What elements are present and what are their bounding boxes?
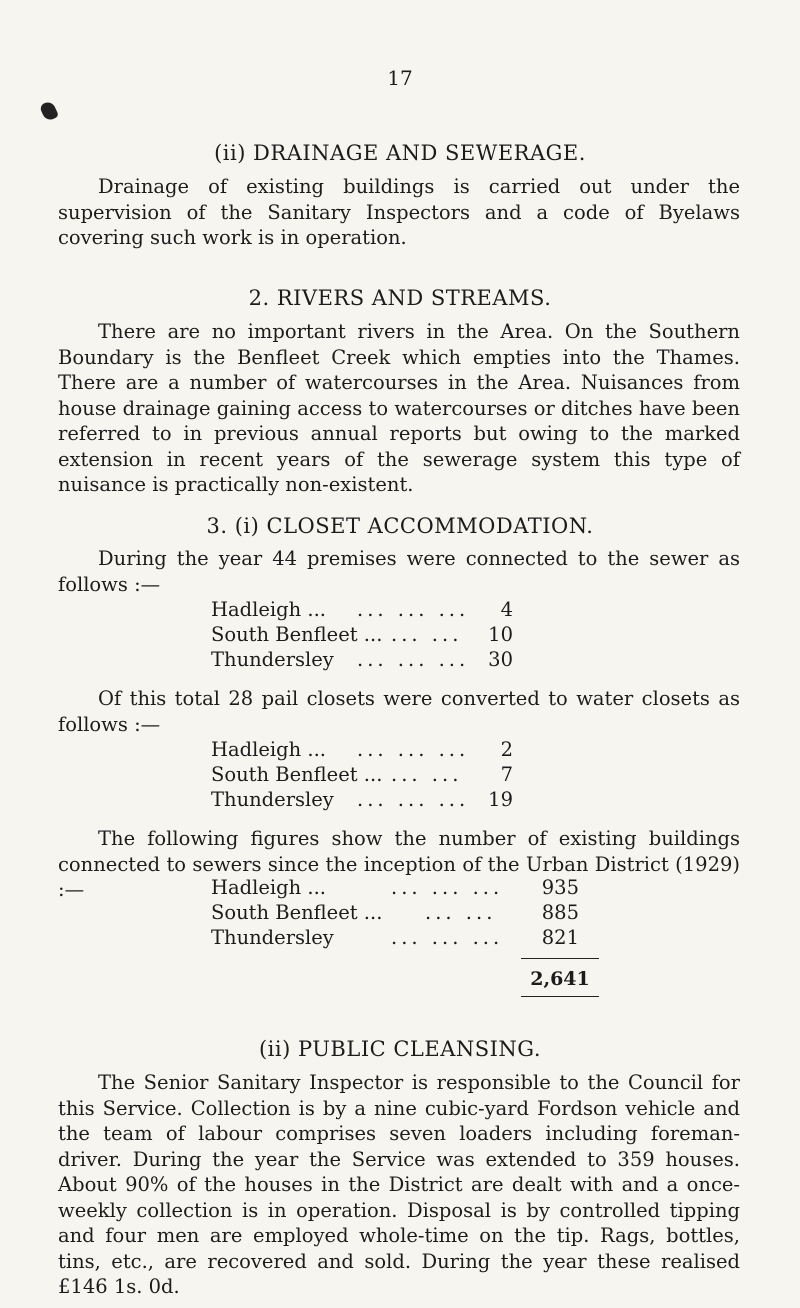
table3-row — [211, 926, 579, 950]
drainage-heading: (ii) DRAINAGE AND SEWERAGE. — [214, 141, 586, 165]
table3-value: 821 — [541, 926, 579, 949]
table2-dots: ... ... ... — [357, 738, 470, 761]
cleansing-paragraph: The Senior Sanitary Inspector is responsible to the Council for this Service. Collection is by a nine cubic-yard Fordson vehicle and the team of labour comprises seven loaders including foreman-driver. During the year the Service was extended to 359 houses. About 90% of the houses in the District are dealt with and a once-weekly collection is in operation. Disposal is by controlled tipping and four men are employed whole-time on the tip. Rags, bottles, tins, etc., are recovered and sold. During the year these realised £146 1s. 0d. — [58, 1071, 740, 1298]
rivers-paragraph: There are no important rivers in the Area. On the Southern Boundary is the Benfleet Creek which empties into the Thames. There are a number of watercourses in the Area. Nuisances from house drainage gaining access to watercourses or ditches have been referred to in previous annual reports but owing to the marked extension in recent years of the sewerage system this type of nuisance is practically non-existent. — [58, 320, 740, 496]
table1-row — [211, 648, 513, 672]
closet-intro-1: During the year 44 premises were connected to the sewer as follows :— — [58, 547, 740, 596]
closet-heading: 3. (i) CLOSET ACCOMMODATION. — [206, 514, 594, 538]
drainage-paragraph: Drainage of existing buildings is carried out under the supervision of the Sanitary Inspectors and a code of Byelaws covering such work is in operation. — [58, 175, 740, 249]
table1-value: 4 — [500, 598, 513, 621]
table1-name: Hadleigh ... — [211, 598, 326, 621]
table1-value: 30 — [488, 648, 513, 671]
page-number: 17 — [387, 66, 413, 90]
table1-dots: ... ... — [391, 623, 463, 646]
table2-name: South Benfleet ... — [211, 763, 383, 786]
table3-name: South Benfleet ... — [211, 901, 383, 924]
table3-name: Hadleigh ... — [211, 876, 326, 899]
table3-dots: ... ... ... — [391, 926, 504, 949]
table2-row — [211, 788, 513, 812]
table3-value: 935 — [541, 876, 579, 899]
rivers-heading: 2. RIVERS AND STREAMS. — [248, 286, 552, 310]
table2-name: Hadleigh ... — [211, 738, 326, 761]
table3-row — [211, 901, 579, 925]
ink-blot-mark — [39, 100, 59, 122]
table1-dots: ... ... ... — [357, 648, 470, 671]
table3-name: Thundersley — [211, 926, 334, 949]
table2-dots: ... ... ... — [357, 788, 470, 811]
cleansing-heading: (ii) PUBLIC CLEANSING. — [258, 1037, 541, 1061]
closet-intro-2: Of this total 28 pail closets were converted to water closets as follows :— — [58, 687, 740, 736]
table2-dots: ... ... — [391, 763, 463, 786]
table3-dots: ... ... — [425, 901, 497, 924]
table1-row — [211, 598, 513, 622]
table2-value: 19 — [488, 788, 513, 811]
table3-dots: ... ... ... — [391, 876, 504, 899]
table1-name: Thundersley — [211, 648, 334, 671]
table2-value: 7 — [500, 763, 513, 786]
table2-name: Thundersley — [211, 788, 334, 811]
table2-row — [211, 763, 513, 787]
total-rule-bottom — [521, 996, 599, 997]
table1-value: 10 — [488, 623, 513, 646]
table3-row — [211, 876, 579, 900]
table1-dots: ... ... ... — [357, 598, 470, 621]
table1-name: South Benfleet ... — [211, 623, 383, 646]
total-value: 2,641 — [530, 968, 590, 990]
table2-value: 2 — [500, 738, 513, 761]
table2-row — [211, 738, 513, 762]
closet-intro-3: The following figures show the number of existing buildings connected to sewers since the inception of the Urban District (1929) :— — [58, 827, 740, 901]
total-rule-top — [521, 958, 599, 959]
table3-value: 885 — [541, 901, 579, 924]
table1-row — [211, 623, 513, 647]
